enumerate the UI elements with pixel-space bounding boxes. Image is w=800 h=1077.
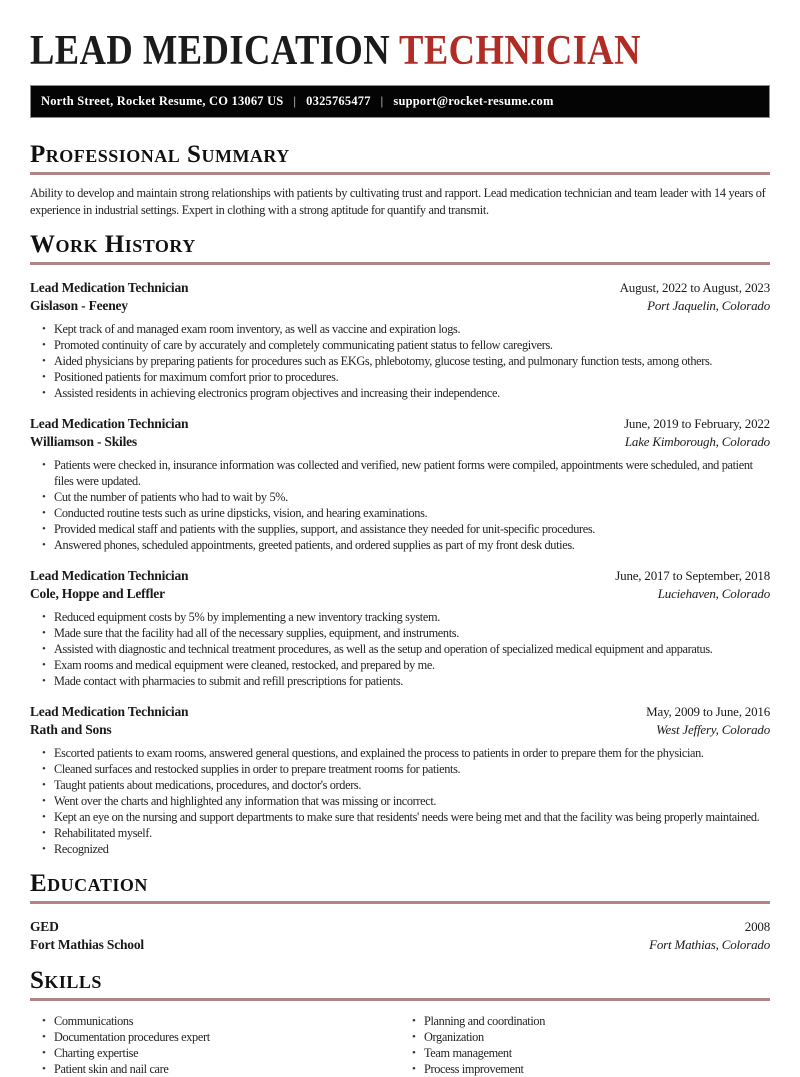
- skill-item: • Planning and coordination: [400, 1013, 770, 1029]
- job-company-row: [30, 585, 770, 603]
- contact-address: North Street, Rocket Resume, CO 13067 US: [41, 94, 284, 108]
- job-entry: [30, 703, 770, 857]
- job-title-row: [30, 415, 770, 433]
- job-bullet: • Kept track of and managed exam room inventory, as well as vaccine and expiration logs.: [30, 321, 770, 337]
- job-bullet: • Provided medical staff and patients with the supplies, support, and assistance they needed for unit-specific procedures.: [30, 521, 770, 537]
- education-year: 2008: [744, 919, 770, 934]
- section-heading-education: Education: [30, 870, 148, 897]
- job-bullet: • Patients were checked in, insurance information was collected and verified, new patient forms were compiled, appointments were scheduled, and patient files were updated.: [30, 457, 770, 489]
- contact-phone: 0325765477: [306, 94, 371, 108]
- job-company: Cole, Hoppe and Leffler: [30, 586, 165, 601]
- job-location: West Jeffery, Colorado: [656, 722, 770, 737]
- education-location: Fort Mathias, Colorado: [649, 937, 770, 952]
- job-title: Lead Medication Technician: [30, 704, 189, 719]
- skill-item: • Patient skin and nail care: [30, 1061, 400, 1077]
- job-company-row: [30, 433, 770, 451]
- job-bullet: • Conducted routine tests such as urine dipsticks, vision, and hearing examinations.: [30, 505, 770, 521]
- job-company: Rath and Sons: [30, 722, 112, 737]
- job-bullet: • Exam rooms and medical equipment were cleaned, restocked, and prepared by me.: [30, 657, 770, 673]
- skills-list-left: [30, 1013, 400, 1077]
- job-bullet: • Assisted residents in achieving electronics program objectives and increasing their independence.: [30, 385, 770, 401]
- job-title-row: [30, 279, 770, 297]
- skill-item: • Team management: [400, 1045, 770, 1061]
- contact-bar: [30, 85, 770, 118]
- job-title-row: [30, 567, 770, 585]
- job-bullet: • Reduced equipment costs by 5% by implementing a new inventory tracking system.: [30, 609, 770, 625]
- job-location: Lake Kimborough, Colorado: [624, 434, 770, 449]
- job-dates: June, 2019 to February, 2022: [624, 416, 770, 431]
- job-entry: [30, 567, 770, 689]
- job-bullet-list: [30, 609, 770, 689]
- job-bullet: • Taught patients about medications, procedures, and doctor's orders.: [30, 777, 770, 793]
- education-entry: [30, 918, 770, 954]
- skill-item: • Documentation procedures expert: [30, 1029, 400, 1045]
- job-bullet: • Promoted continuity of care by accurately and completely communicating patient status to fellow caregivers.: [30, 337, 770, 353]
- summary-text: Ability to develop and maintain strong relationships with patients by cultivating trust and rapport. Lead medication technician and team leader with 14 years of experience in industrial settings. Expert in clothing with a strong aptitude for quantify and transmit.: [30, 186, 766, 217]
- page-title: [30, 30, 674, 72]
- job-title-row: [30, 703, 770, 721]
- title-primary: LEAD MEDICATION: [30, 28, 391, 74]
- job-location: Port Jaquelin, Colorado: [647, 298, 770, 313]
- job-entry: [30, 279, 770, 401]
- job-bullet: • Rehabilitated myself.: [30, 825, 770, 841]
- job-company: Gislason - Feeney: [30, 298, 128, 313]
- job-bullet: • Recognized: [30, 841, 770, 857]
- job-bullet: • Kept an eye on the nursing and support departments to make sure that residents' needs were being met and that the facility was being properly maintained.: [30, 809, 770, 825]
- section-rule: [30, 901, 770, 904]
- job-company: Williamson - Skiles: [30, 434, 137, 449]
- job-bullet: • Cut the number of patients who had to wait by 5%.: [30, 489, 770, 505]
- job-bullet-list: [30, 321, 770, 401]
- job-bullet: • Answered phones, scheduled appointments, greeted patients, and ordered supplies as part of my front desk duties.: [30, 537, 770, 553]
- job-dates: August, 2022 to August, 2023: [619, 280, 770, 295]
- skill-item: • Communications: [30, 1013, 400, 1029]
- job-company-row: [30, 297, 770, 315]
- skills-columns: [30, 1007, 770, 1077]
- job-bullet: • Made sure that the facility had all of the necessary supplies, equipment, and instruments.: [30, 625, 770, 641]
- section-rule: [30, 998, 770, 1001]
- title-accent: TECHNICIAN: [399, 28, 641, 74]
- skill-item: • Charting expertise: [30, 1045, 400, 1061]
- job-title: Lead Medication Technician: [30, 568, 189, 583]
- section-rule: [30, 172, 770, 175]
- section-heading-work-history: Work History: [30, 231, 196, 258]
- job-location: Luciehaven, Colorado: [657, 586, 770, 601]
- job-dates: May, 2009 to June, 2016: [646, 704, 770, 719]
- contact-separator: |: [380, 94, 384, 108]
- job-bullet: • Escorted patients to exam rooms, answered general questions, and explained the process to patients in order to prepare them for the physician.: [30, 745, 770, 761]
- section-heading-professional-summary: Professional Summary: [30, 141, 290, 168]
- job-bullet-list: [30, 745, 770, 857]
- job-company-row: [30, 721, 770, 739]
- job-title: Lead Medication Technician: [30, 416, 189, 431]
- education-degree: GED: [30, 919, 59, 934]
- job-title: Lead Medication Technician: [30, 280, 189, 295]
- job-dates: June, 2017 to September, 2018: [615, 568, 770, 583]
- education-school: Fort Mathias School: [30, 937, 144, 952]
- education-school-row: [30, 936, 770, 954]
- job-bullet: • Positioned patients for maximum comfort prior to procedures.: [30, 369, 770, 385]
- section-heading-skills: Skills: [30, 967, 102, 994]
- job-bullet: • Assisted with diagnostic and technical treatment procedures, as well as the setup and operation of specialized medical equipment and apparatus.: [30, 641, 770, 657]
- job-bullet: • Aided physicians by preparing patients for procedures such as EKGs, phlebotomy, glucose testing, and pulmonary function tests, among others.: [30, 353, 770, 369]
- skills-column-left: [30, 1007, 400, 1077]
- job-bullet: • Went over the charts and highlighted any information that was missing or incorrect.: [30, 793, 770, 809]
- section-rule: [30, 262, 770, 265]
- job-bullet-list: [30, 457, 770, 553]
- skills-list-right: [400, 1013, 770, 1077]
- contact-email: support@rocket-resume.com: [393, 94, 554, 108]
- skill-item: • Organization: [400, 1029, 770, 1045]
- education-degree-row: [30, 918, 770, 936]
- skills-column-right: [400, 1007, 770, 1077]
- job-entry: [30, 415, 770, 553]
- skill-item: • Process improvement: [400, 1061, 770, 1077]
- job-bullet: • Cleaned surfaces and restocked supplies in order to prepare treatment rooms for patients.: [30, 761, 770, 777]
- job-bullet: • Made contact with pharmacies to submit and refill prescriptions for patients.: [30, 673, 770, 689]
- contact-separator: |: [293, 94, 297, 108]
